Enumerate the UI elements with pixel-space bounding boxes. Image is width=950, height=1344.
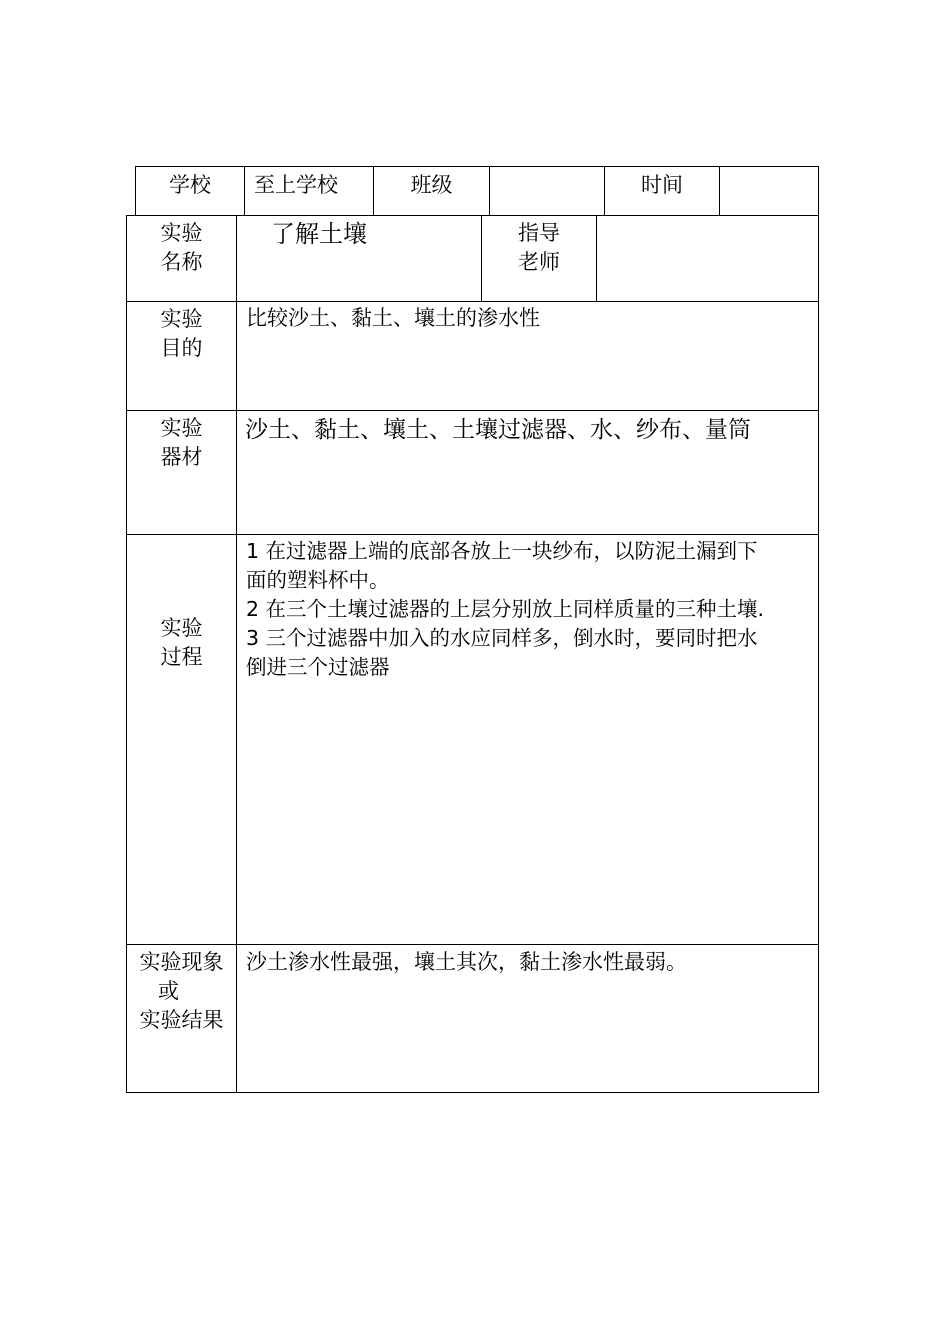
experiment-name-value: 了解土壤: [271, 220, 367, 248]
school-label: 学校: [169, 173, 211, 197]
materials-value-cell: [236, 410, 819, 535]
process-line-5: 倒进三个过滤器: [246, 655, 390, 679]
result-label-line1: 实验现象: [139, 950, 224, 974]
experiment-name-label-cell: [126, 215, 237, 302]
school-label-cell: [135, 166, 245, 216]
materials-label-line1: 实验: [160, 416, 203, 440]
process-label-cell: [126, 534, 237, 945]
experiment-name-label-line2: 名称: [160, 250, 203, 274]
process-label-line2: 过程: [160, 645, 203, 669]
process-value-cell: [236, 534, 819, 945]
teacher-label-cell: [481, 215, 597, 302]
result-value-cell: [236, 944, 819, 1093]
purpose-label-line2: 目的: [160, 336, 203, 360]
purpose-value: 比较沙土、黏土、壤土的渗水性: [246, 306, 540, 330]
class-label: 班级: [410, 173, 453, 197]
materials-label-line2: 器材: [160, 445, 203, 469]
school-value: 至上学校: [254, 173, 338, 197]
time-value-cell: [719, 166, 819, 216]
process-line-3: 2 在三个土壤过滤器的上层分别放上同样质量的三种土壤.: [246, 597, 765, 621]
teacher-label-line2: 老师: [518, 250, 560, 274]
result-label-cell: [126, 944, 237, 1093]
school-value-cell: [244, 166, 374, 216]
result-value: 沙土渗水性最强，壤土其次，黏土渗水性最弱。: [246, 950, 687, 974]
time-label-cell: [604, 166, 720, 216]
process-line-2: 面的塑料杯中。: [246, 568, 390, 592]
materials-value: 沙土、黏土、壤土、土壤过滤器、水、纱布、量筒: [245, 417, 751, 443]
process-label-line1: 实验: [160, 616, 203, 640]
class-value-cell: [489, 166, 605, 216]
teacher-label-line1: 指导: [518, 221, 560, 245]
experiment-name-label-line1: 实验: [160, 221, 203, 245]
time-label: 时间: [641, 173, 683, 197]
teacher-value-cell: [596, 215, 819, 302]
purpose-label-cell: [126, 301, 237, 411]
process-line-4: 3 三个过滤器中加入的水应同样多，倒水时，要同时把水: [246, 626, 758, 650]
result-label-line2: 或: [158, 979, 179, 1003]
process-line-1: 1 在过滤器上端的底部各放上一块纱布，以防泥土漏到下: [246, 539, 758, 563]
class-label-cell: [373, 166, 490, 216]
experiment-name-value-cell: [236, 215, 482, 302]
purpose-value-cell: [236, 301, 819, 411]
materials-label-cell: [126, 410, 237, 535]
purpose-label-line1: 实验: [160, 307, 203, 331]
result-label-line3: 实验结果: [139, 1008, 224, 1032]
